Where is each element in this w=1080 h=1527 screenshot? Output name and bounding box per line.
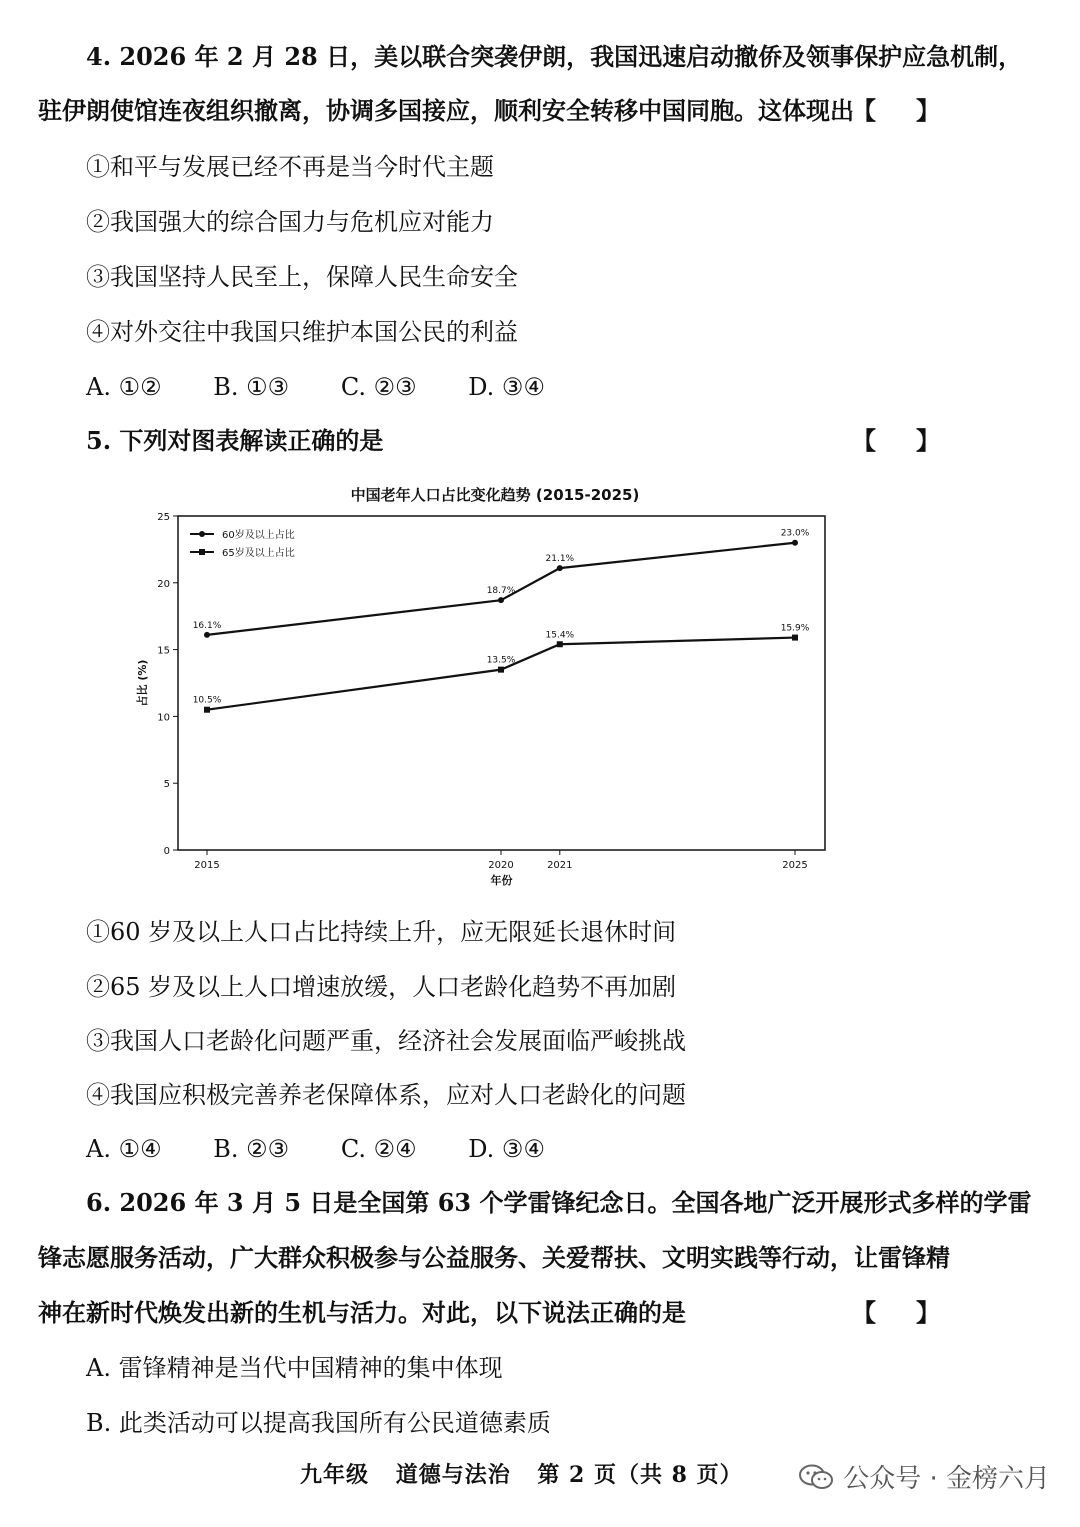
q6-option-b: B. 此类活动可以提高我国所有公民道德素质	[86, 1409, 551, 1437]
legend-label: 60岁及以上占比	[222, 530, 295, 541]
q6-stem-line2: 锋志愿服务活动，广大群众积极参与公益服务、关爱帮扶、文明实践等行动，让雷锋精	[38, 1243, 950, 1272]
data-point	[792, 540, 798, 546]
y-tick-label: 10	[157, 712, 170, 724]
q4-answer-bracket: 【】	[852, 96, 980, 125]
y-tick-label: 15	[157, 645, 170, 657]
q4-choices	[86, 370, 589, 404]
data-label: 13.5%	[486, 655, 516, 666]
legend-label: 65岁及以上占比	[222, 548, 295, 559]
y-tick-label: 0	[163, 846, 170, 857]
q5-item-1: ①60 岁及以上人口占比持续上升，应无限延长退休时间	[86, 918, 677, 946]
footer-page: 第 2 页（共 8 页）	[537, 1462, 743, 1488]
data-point	[498, 597, 504, 603]
data-point	[557, 565, 563, 571]
q5-item-4: ④我国应积极完善养老保障体系，应对人口老龄化的问题	[86, 1081, 686, 1109]
q4-item-4: ④对外交往中我国只维护本国公民的利益	[86, 318, 518, 346]
series-line-2	[207, 638, 795, 710]
q4-stem-line2: 驻伊朗使馆连夜组织撤离，协调多国接应，顺利安全转移中国同胞。这体现出	[38, 96, 854, 125]
data-point	[498, 667, 504, 673]
chart-title: 中国老年人口占比变化趋势 (2015-2025)	[350, 486, 640, 504]
y-tick-label: 25	[157, 512, 170, 523]
data-point	[204, 632, 210, 638]
q4-choice-b: B. ①③	[213, 373, 290, 401]
watermark	[799, 1458, 1050, 1495]
q6-stem-line3: 神在新时代焕发出新的生机与活力。对此，以下说法正确的是	[38, 1298, 686, 1327]
chart-container	[130, 478, 860, 898]
x-tick-label: 2015	[194, 860, 220, 871]
data-point	[557, 641, 563, 647]
legend-marker	[199, 531, 205, 537]
plot-frame	[178, 516, 825, 850]
q5-choice-c: C. ②④	[340, 1135, 417, 1163]
footer-grade: 九年级	[300, 1462, 370, 1488]
q4-item-2: ②我国强大的综合国力与危机应对能力	[86, 208, 494, 236]
q5-choices	[86, 1132, 589, 1166]
q5-choice-d: D. ③④	[468, 1135, 545, 1163]
q4-item-1: ①和平与发展已经不再是当今时代主题	[86, 153, 494, 181]
q4-choice-a: A. ①②	[86, 373, 162, 401]
data-label: 18.7%	[486, 586, 516, 597]
data-label: 21.1%	[545, 554, 575, 565]
q5-stem: 5. 下列对图表解读正确的是	[86, 426, 384, 455]
data-label: 15.4%	[545, 630, 575, 641]
x-axis-label: 年份	[490, 874, 513, 887]
q6-answer-bracket: 【】	[852, 1298, 980, 1327]
y-axis-label: 占比 (%)	[136, 659, 149, 707]
elderly-population-line-chart	[130, 478, 860, 898]
data-point	[204, 707, 210, 713]
x-tick-label: 2025	[782, 860, 808, 871]
q4-item-3: ③我国坚持人民至上，保障人民生命安全	[86, 263, 518, 291]
data-point	[792, 635, 798, 641]
data-label: 15.9%	[780, 623, 810, 634]
x-tick-label: 2021	[547, 860, 573, 871]
q5-answer-bracket: 【】	[852, 426, 980, 455]
q5-item-2: ②65 岁及以上人口增速放缓，人口老龄化趋势不再加剧	[86, 973, 677, 1001]
q6-stem-line1: 6. 2026 年 3 月 5 日是全国第 63 个学雷锋纪念日。全国各地广泛开展形式多样的学雷	[86, 1188, 1032, 1217]
data-label: 23.0%	[780, 528, 810, 539]
footer-subject: 道德与法治	[395, 1462, 511, 1488]
q5-choice-a: A. ①④	[86, 1135, 162, 1163]
legend-marker	[199, 549, 205, 555]
data-label: 16.1%	[192, 620, 222, 631]
q5-item-3: ③我国人口老龄化问题严重，经济社会发展面临严峻挑战	[86, 1027, 686, 1055]
q6-option-a: A. 雷锋精神是当代中国精神的集中体现	[86, 1354, 503, 1382]
watermark-text: 公众号 · 金榜六月	[843, 1464, 1050, 1494]
data-label: 10.5%	[192, 695, 222, 706]
y-tick-label: 5	[163, 779, 170, 791]
page-footer	[300, 1458, 761, 1489]
y-tick-label: 20	[157, 578, 170, 590]
q4-stem-line1: 4. 2026 年 2 月 28 日，美以联合突袭伊朗，我国迅速启动撤侨及领事保护应急机制，	[86, 42, 1023, 71]
q5-choice-b: B. ②③	[213, 1135, 290, 1163]
x-tick-label: 2020	[488, 860, 514, 871]
q4-choice-d: D. ③④	[468, 373, 545, 401]
q4-choice-c: C. ②③	[340, 373, 417, 401]
wechat-icon	[799, 1464, 833, 1490]
